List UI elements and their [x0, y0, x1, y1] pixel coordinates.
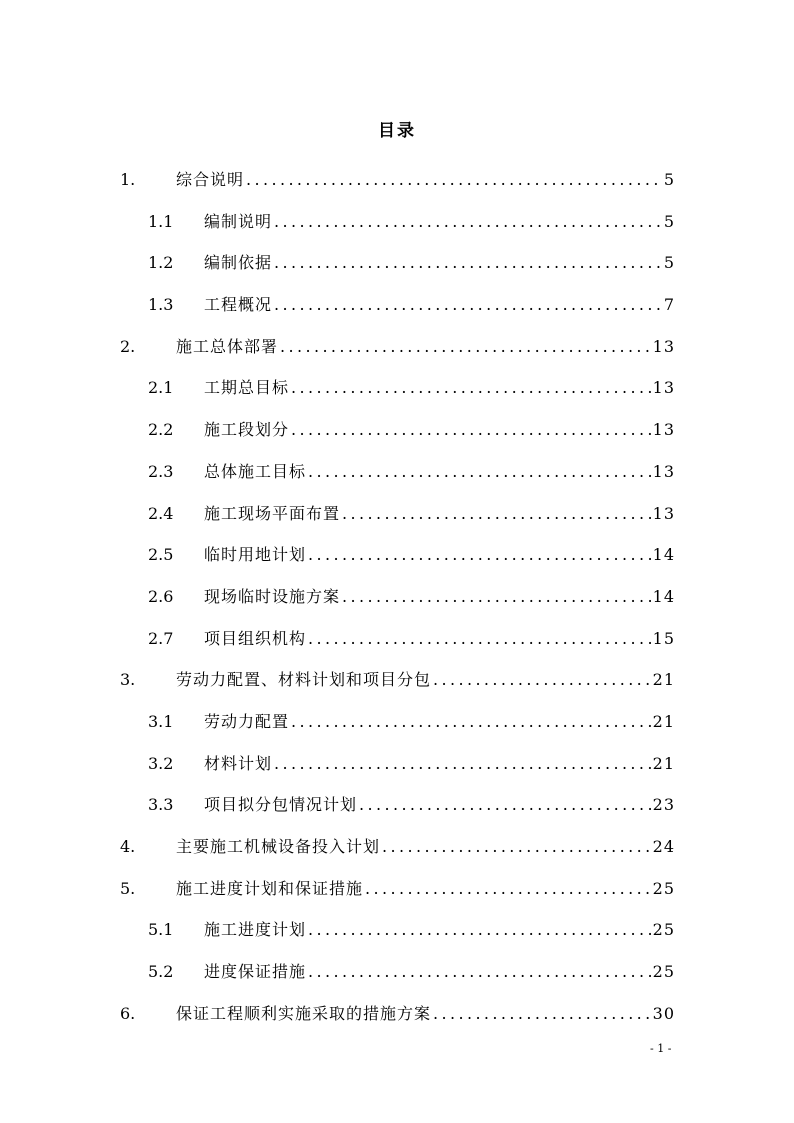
toc-entry-title: 材料计划	[204, 753, 273, 773]
toc-entry-title: 现场临时设施方案	[204, 586, 341, 606]
toc-leader-dots	[342, 493, 651, 535]
toc-entry[interactable]	[120, 993, 675, 1035]
toc-entry[interactable]	[120, 242, 675, 284]
toc-entry[interactable]	[120, 784, 675, 826]
toc-entry-number: 2.	[120, 336, 136, 356]
toc-entry-page: 14	[652, 586, 675, 606]
toc-entry-page: 30	[652, 1003, 675, 1023]
toc-leader-dots	[308, 618, 651, 660]
toc-entry-number: 1.	[120, 170, 136, 189]
toc-entry-title: 进度保证措施	[204, 962, 307, 982]
toc-entry-page: 25	[652, 962, 675, 982]
toc-leader-dots	[274, 284, 662, 326]
toc-leader-dots	[274, 201, 662, 243]
toc-entry[interactable]	[120, 451, 675, 493]
toc-entry-page: 13	[652, 420, 675, 440]
toc-entry-title: 综合说明	[176, 170, 245, 189]
toc-entry-page: 13	[652, 503, 675, 523]
toc-leader-dots	[382, 826, 651, 868]
toc-entry-page: 13	[652, 378, 675, 398]
toc-entry-title: 临时用地计划	[204, 545, 307, 565]
toc-entry-title: 总体施工目标	[204, 461, 307, 481]
toc-entry-page: 15	[652, 628, 675, 648]
toc-entry[interactable]	[120, 367, 675, 409]
toc-entry-page: 5	[663, 253, 675, 273]
toc-entry[interactable]	[120, 493, 675, 535]
toc-leader-dots	[308, 534, 651, 576]
toc-entry-number: 2.2	[148, 420, 174, 440]
toc-entry-page: 23	[652, 795, 675, 815]
toc-leader-dots	[246, 159, 662, 201]
toc-entry-page: 13	[652, 461, 675, 481]
toc-entry-number: 2.6	[148, 586, 174, 606]
toc-entry[interactable]	[120, 868, 675, 910]
toc-entry-number: 2.3	[148, 461, 174, 481]
toc-entry-page: 25	[652, 878, 675, 898]
toc-entry-page: 5	[663, 170, 675, 189]
toc-entry-title: 工程概况	[204, 295, 273, 315]
toc-entry-number: 1.2	[148, 253, 174, 273]
toc-entry-number: 3.	[120, 670, 136, 690]
toc-leader-dots	[308, 451, 651, 493]
toc-entry-title: 劳动力配置	[204, 711, 290, 731]
toc-entry-title: 项目拟分包情况计划	[204, 795, 358, 815]
toc-entry-title: 工期总目标	[204, 378, 290, 398]
toc-entry-number: 5.	[120, 878, 136, 898]
toc-entry-page: 21	[652, 670, 675, 690]
toc-entry-number: 5.1	[148, 920, 174, 940]
toc-entry[interactable]	[120, 701, 675, 743]
toc-entry[interactable]	[120, 284, 675, 326]
toc-entry[interactable]	[120, 534, 675, 576]
toc-entry-title: 项目组织机构	[204, 628, 307, 648]
toc-leader-dots	[291, 367, 651, 409]
toc-entry-number: 5.2	[148, 962, 174, 982]
toc-entry[interactable]	[120, 951, 675, 993]
toc-entry-page: 21	[652, 711, 675, 731]
toc-entry-number: 3.3	[148, 795, 174, 815]
toc-entry-page: 14	[652, 545, 675, 565]
toc-entry-title: 编制依据	[204, 253, 273, 273]
toc-leader-dots	[280, 326, 651, 368]
toc-entry[interactable]	[120, 659, 675, 701]
toc-entry-title: 施工进度计划	[204, 920, 307, 940]
toc-entry-page: 5	[663, 211, 675, 231]
toc-entry[interactable]	[120, 201, 675, 243]
toc-entry-title: 施工进度计划和保证措施	[176, 878, 364, 898]
toc-entry-number: 2.4	[148, 503, 174, 523]
toc-leader-dots	[342, 576, 651, 618]
toc-entry-page: 13	[652, 336, 675, 356]
toc-entry-number: 3.1	[148, 711, 174, 731]
toc-entry[interactable]	[120, 576, 675, 618]
toc-entry-number: 3.2	[148, 753, 174, 773]
toc-entry-number: 1.1	[148, 211, 174, 231]
toc-entry[interactable]	[120, 326, 675, 368]
toc-entry-title: 保证工程顺利实施采取的措施方案	[176, 1003, 432, 1023]
toc-leader-dots	[274, 743, 651, 785]
toc-entry-title: 施工总体部署	[176, 336, 279, 356]
toc-leader-dots	[308, 951, 651, 993]
toc-entry-title: 主要施工机械设备投入计划	[176, 837, 381, 856]
toc-entry[interactable]	[120, 909, 675, 951]
toc-entry[interactable]	[120, 826, 675, 868]
toc-entry[interactable]	[120, 409, 675, 451]
toc-leader-dots	[359, 784, 651, 826]
toc-entry[interactable]	[120, 159, 675, 201]
toc-entry-page: 24	[652, 837, 675, 856]
toc-entry-number: 2.5	[148, 545, 174, 565]
toc-entry-page: 21	[652, 753, 675, 773]
toc-leader-dots	[274, 242, 662, 284]
toc-leader-dots	[291, 409, 651, 451]
toc-leader-dots	[433, 993, 651, 1035]
toc-entry-title: 劳动力配置、材料计划和项目分包	[176, 670, 432, 690]
toc-entry-page: 25	[652, 920, 675, 940]
toc-entry-title: 施工现场平面布置	[204, 503, 341, 523]
toc-leader-dots	[365, 868, 651, 910]
toc-entry[interactable]	[120, 743, 675, 785]
toc-leader-dots	[308, 909, 651, 951]
toc-entry-number: 1.3	[148, 295, 174, 315]
toc-entry[interactable]	[120, 618, 675, 660]
page-number: - 1 -	[650, 1042, 672, 1055]
toc-entry-number: 6.	[120, 1003, 136, 1023]
toc-leader-dots	[433, 659, 651, 701]
toc-entry-number: 2.1	[148, 378, 174, 398]
toc-entry-title: 施工段划分	[204, 420, 290, 440]
toc-leader-dots	[291, 701, 651, 743]
toc-entry-number: 4.	[120, 837, 136, 856]
toc-title: 目录	[378, 121, 416, 141]
toc-entry-page: 7	[663, 295, 675, 315]
toc-entry-title: 编制说明	[204, 211, 273, 231]
toc-entry-number: 2.7	[148, 628, 174, 648]
table-of-contents	[120, 159, 675, 1034]
